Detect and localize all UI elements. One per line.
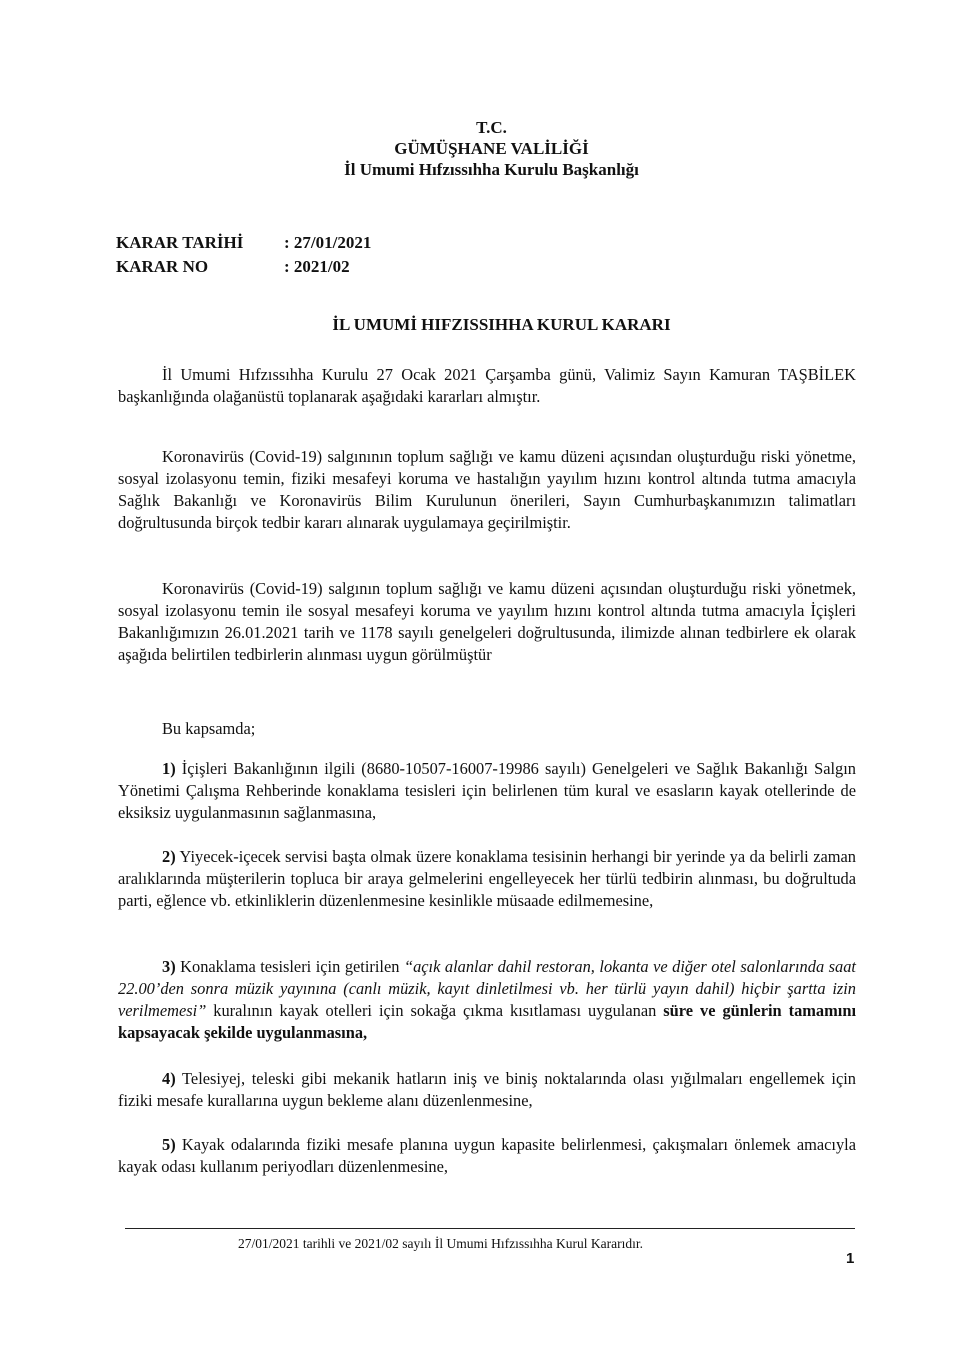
header-board: İl Umumi Hıfzıssıhha Kurulu Başkanlığı bbox=[344, 160, 639, 179]
item-text: İçişleri Bakanlığının ilgili (8680-10507-16007-19986 sayılı) Genelgeleri ve Sağlık Bakanlığı Salgın Yönetimi Çalışma Rehberinde konaklama tesisleri için belirlenen tüm kural ve esasların kayak otellerinde de eksiksiz uygulanmasının sağlanmasına, bbox=[118, 759, 856, 822]
item-emphasis: süre ve günlerin tamamını kapsayacak şekilde uygulanmasına, bbox=[118, 1001, 857, 1042]
paragraph-background: Koronavirüs (Covid-19) salgınının toplum sağlığı ve kamu düzeni açısından oluşturduğu riski yönetme, sosyal izolasyonu temin, fiziki mesafeyi koruma ve hastalığın yayılım hızını kontrol altında tutma amacıyla Sağlık Bakanlığı ve Koronavirüs Bilim Kurulunun önerileri, Sayın Cumhurbaşkanımızın talimatları doğrultusunda birçok tedbir kararı alınarak uygulamaya geçirilmiştir. bbox=[118, 447, 856, 532]
list-item-3 bbox=[118, 956, 856, 1044]
decision-date-value: : 27/01/2021 bbox=[284, 233, 372, 252]
decision-date-label: KARAR TARİHİ bbox=[116, 233, 244, 252]
item-text: Yiyecek-içecek servisi başta olmak üzere konaklama tesisinin herhangi bir yerinde ya da belirli zaman aralıklarında müşterilerin topluca bir araya gelmelerini engelleyecek her türlü tedbirin alınması, bu doğrultuda parti, eğlence vb. etkinliklerin düzenlenmesine kesinlikle müsaade edilmemesine, bbox=[118, 847, 856, 910]
item-text-a: Konaklama tesisleri için getirilen bbox=[180, 957, 404, 976]
item-number: 3) bbox=[162, 957, 176, 976]
footer-divider bbox=[125, 1228, 855, 1229]
item-text-c: kuralının kayak otelleri için sokağa çıkma kısıtlaması uygulanan bbox=[206, 1001, 664, 1020]
item-number: 2) bbox=[162, 847, 176, 866]
header-governorship: GÜMÜŞHANE VALİLİĞİ bbox=[394, 139, 589, 158]
item-number: 1) bbox=[162, 759, 176, 778]
page-number: 1 bbox=[846, 1250, 855, 1267]
list-item-2 bbox=[118, 846, 856, 912]
item-quote: “açık alanlar dahil restoran, lokanta ve diğer otel salonlarında saat 22.00’den sonra müzik yayınına (canlı müzik, kayıt dinletilmesi vb. her türlü yayın dahil) hiçbir şartta izin verilmemesi” bbox=[118, 957, 856, 1020]
header-tc: T.C. bbox=[476, 118, 507, 137]
paragraph-circular: Koronavirüs (Covid-19) salgının toplum sağlığı ve kamu düzeni açısından oluşturduğu riski yönetmek, sosyal izolasyonu temin ile sosyal mesafeyi koruma ve yayılım hızını kontrol altında tutma amacıyla İçişleri Bakanlığımızın 26.01.2021 tarih ve 1178 sayılı genelgeleri doğrultusunda, ilimizde alınan tedbirlere ek olarak aşağıda belirtilen tedbirlerin alınması uygun görülmüştür bbox=[118, 579, 856, 664]
list-item-5 bbox=[118, 1134, 856, 1178]
decision-meta bbox=[116, 231, 371, 279]
decision-no-label: KARAR NO bbox=[116, 257, 209, 276]
item-number: 4) bbox=[162, 1069, 176, 1088]
item-text: Telesiyej, teleski gibi mekanik hatların iniş ve biniş noktalarında olası yığılmaları engellemek için fiziki mesafe kurallarına uygun bekleme alanı düzenlenmesine, bbox=[118, 1069, 856, 1110]
list-item-1 bbox=[118, 758, 856, 824]
list-item-4 bbox=[118, 1068, 856, 1112]
item-text: Kayak odalarında fiziki mesafe planına uygun kapasite belirlenmesi, çakışmaları önlemek amacıyla kayak odası kullanım periyodları düzenlenmesine, bbox=[118, 1135, 856, 1176]
decision-no-value: : 2021/02 bbox=[284, 257, 350, 276]
paragraph-intro: İl Umumi Hıfzıssıhha Kurulu 27 Ocak 2021 Çarşamba günü, Valimiz Sayın Kamuran TAŞBİLEK başkanlığında olağanüstü toplanarak aşağıdaki kararları almıştır. bbox=[118, 365, 856, 406]
document-header bbox=[0, 117, 965, 180]
document-title: İL UMUMİ HIFZISSIHHA KURUL KARARI bbox=[332, 315, 671, 334]
footer-note: 27/01/2021 tarihli ve 2021/02 sayılı İl Umumi Hıfzıssıhha Kurul Kararıdır. bbox=[238, 1236, 643, 1251]
paragraph-scope: Bu kapsamda; bbox=[162, 719, 256, 738]
item-number: 5) bbox=[162, 1135, 176, 1154]
